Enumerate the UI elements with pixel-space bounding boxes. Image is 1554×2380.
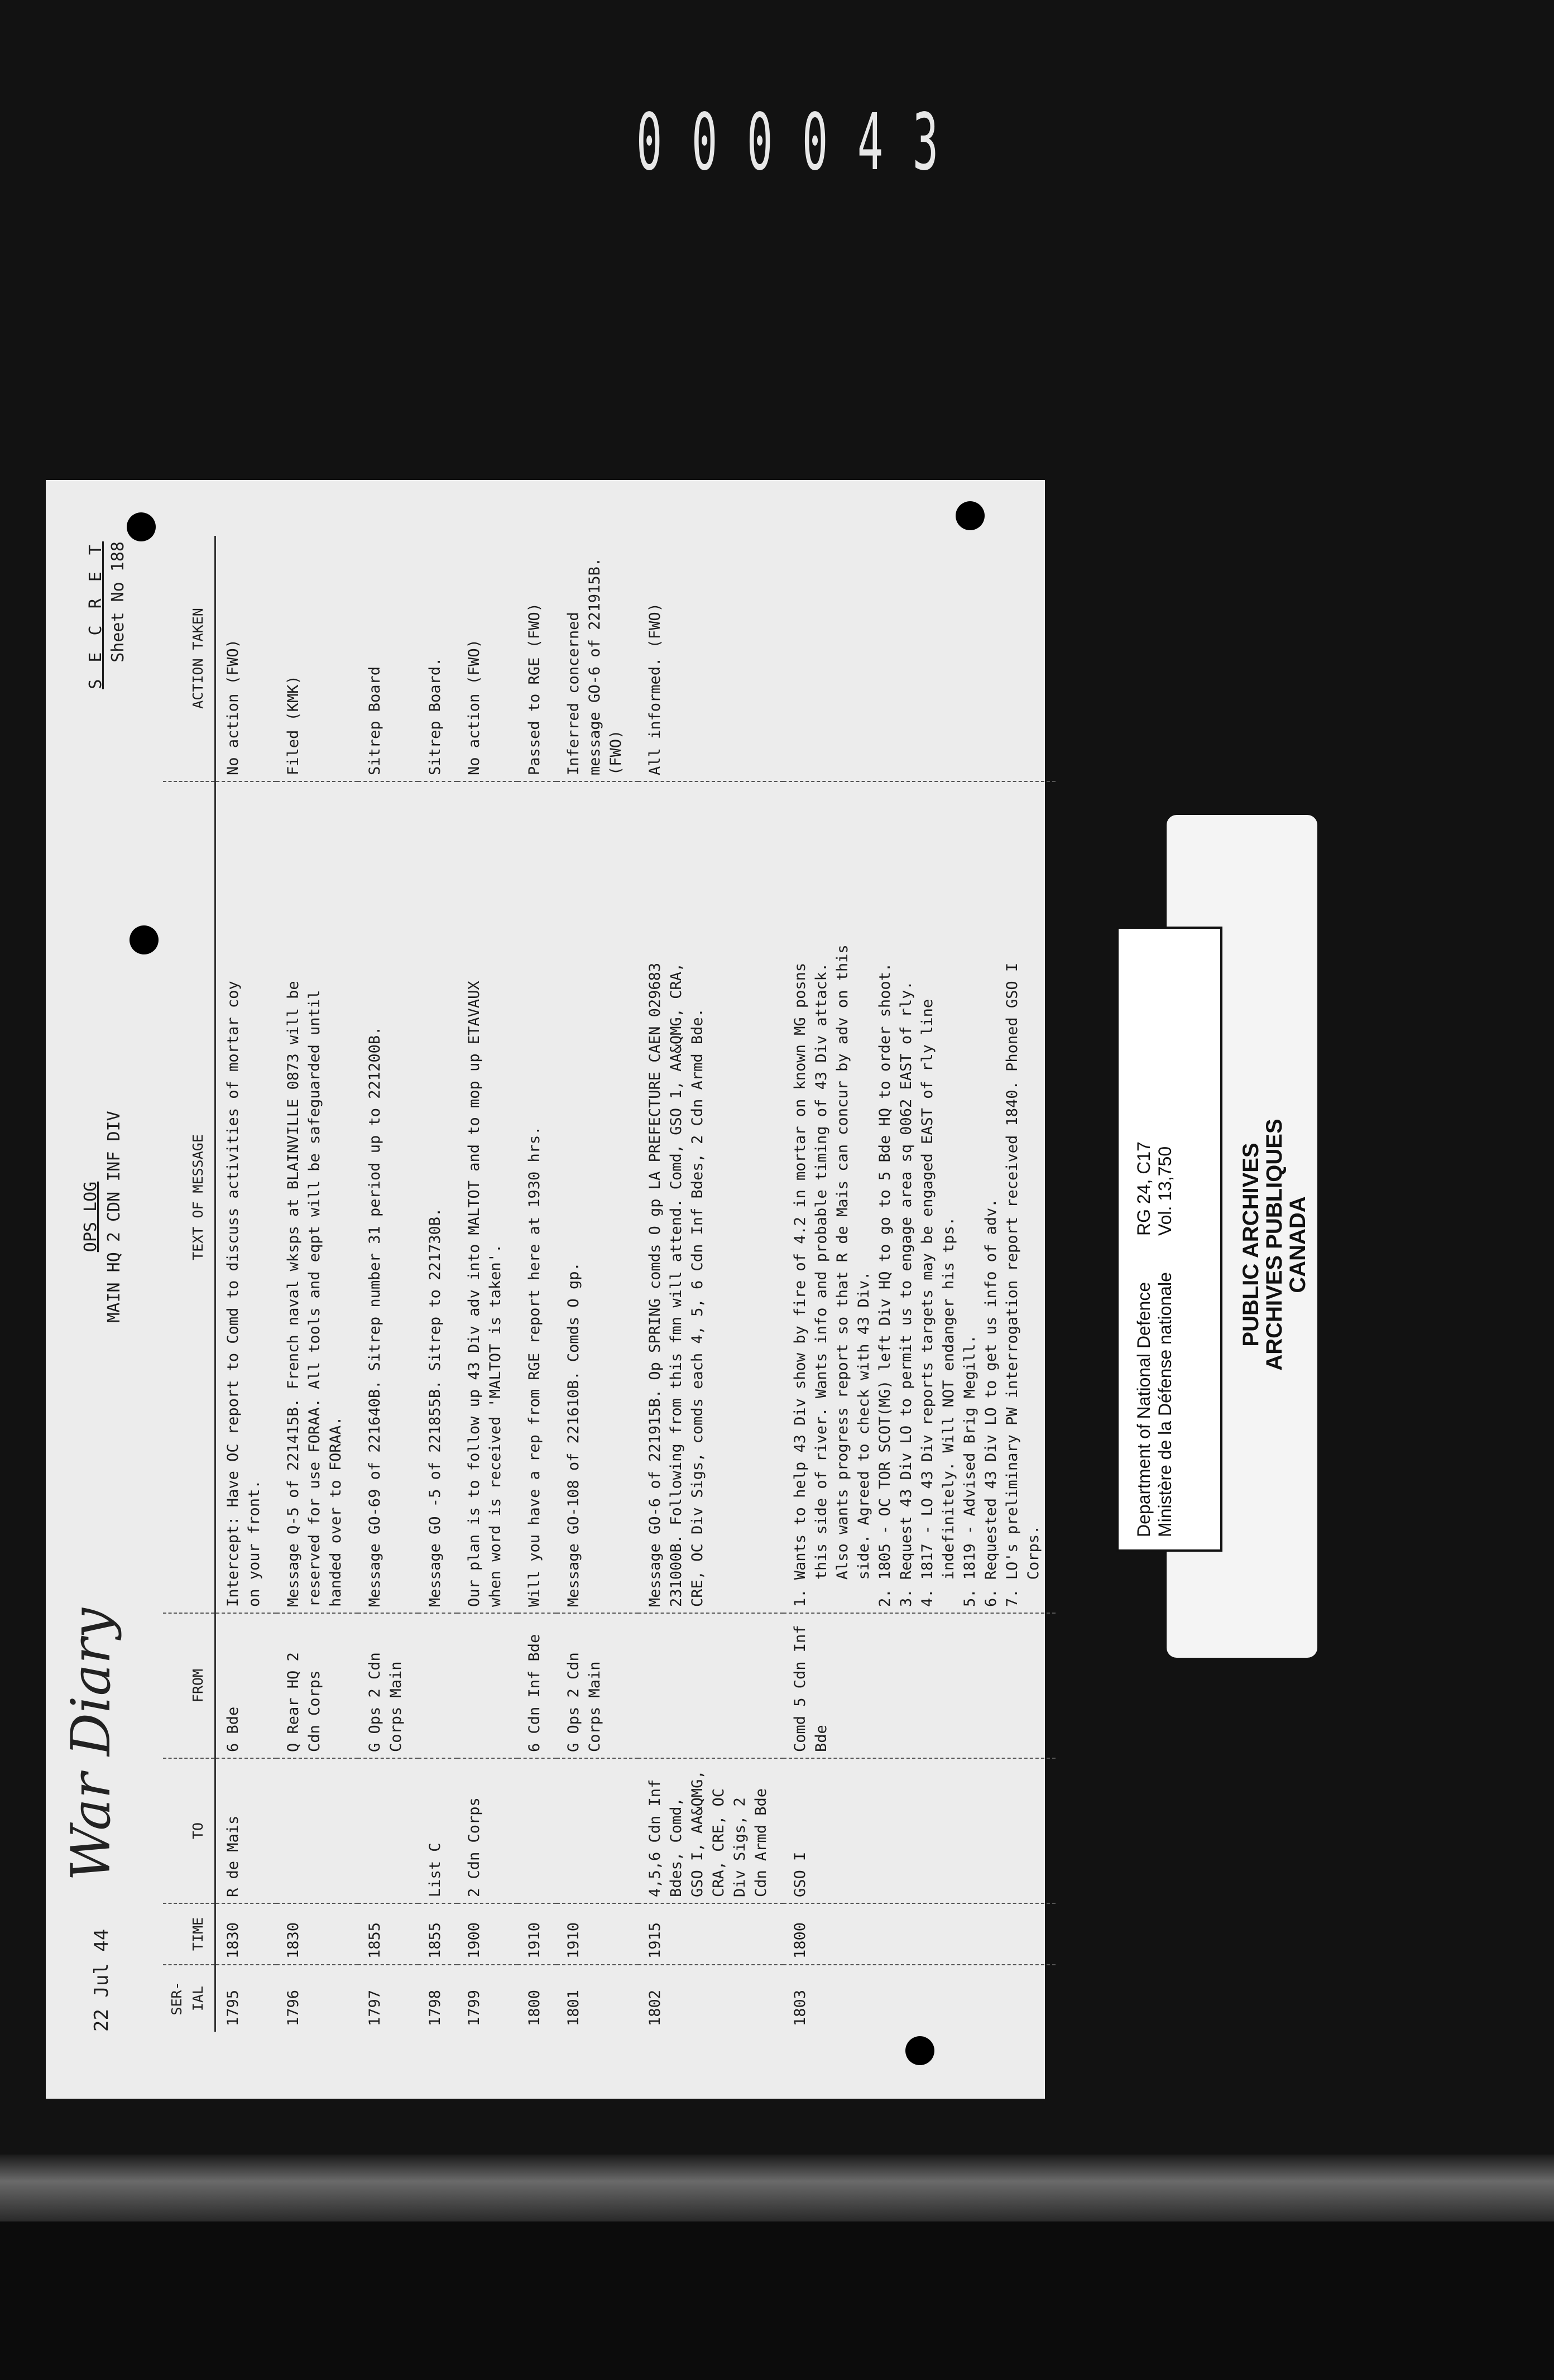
col-from: FROM (163, 1613, 215, 1758)
message-line: Message GO-108 of 221610B. Comds O gp. (565, 1262, 582, 1607)
log-row (358, 536, 418, 2032)
message-line: when word is received 'MALTOT is taken'. (487, 1244, 504, 1607)
cell-message (358, 781, 418, 1613)
log-row (638, 536, 783, 2032)
log-row (457, 536, 517, 2032)
message-line: side. Agreed to check with 43 Div. (855, 1271, 872, 1607)
punch-hole (130, 925, 159, 954)
cell-serial: 1802 (638, 1965, 783, 2032)
cell-to (517, 1758, 557, 1903)
message-line: Will you have a rep from RGE report here at 1930 hrs. (526, 1126, 543, 1607)
cell-serial: 1798 (418, 1965, 457, 2032)
log-row (276, 536, 358, 2032)
frame-digit: 0 (746, 97, 775, 188)
cell-time: 1900 (457, 1903, 517, 1965)
cell-from (457, 1613, 517, 1758)
secret-marking: S E C R E T (86, 541, 105, 689)
ops-log-card (46, 480, 1045, 2099)
message-line: Corps. (1025, 1525, 1042, 1607)
cell-action: Filed (KMK) (285, 675, 302, 775)
message-line: Also wants progress report so that R de Mais can concur by adv on this (834, 944, 851, 1607)
cell-action: No action (FWO) (224, 639, 242, 775)
archive-label (1116, 927, 1222, 1552)
col-text: TEXT OF MESSAGE (163, 781, 215, 1613)
frame-digit: 4 (857, 97, 885, 188)
film-edge (0, 2155, 1554, 2221)
cell-serial: 1800 (517, 1965, 557, 2032)
message-line: reserved for use FORAA. All tools and eqpt will be safeguarded until (306, 990, 323, 1607)
cell-from (638, 1613, 783, 1758)
log-row (783, 536, 1056, 2032)
cell-to: 2 Cdn Corps (457, 1758, 517, 1903)
cell-from: 6 Bde (215, 1613, 277, 1758)
log-title-line1: OPS LOG (81, 1181, 100, 1253)
cell-to: 4,5,6 Cdn Inf Bdes, Comd, GSO I, AA&QMG, CRA, CRE, OC Div Sigs, 2 Cdn Armd Bde (638, 1758, 783, 1903)
volume: Vol. 13,750 (1155, 1146, 1175, 1236)
classification (85, 541, 130, 689)
log-row (517, 536, 557, 2032)
message-line: Message GO -5 of 221855B. Sitrep to 221730B. (426, 1207, 444, 1607)
cell-serial: 1797 (358, 1965, 418, 2032)
cell-serial: 1796 (276, 1965, 358, 2032)
cell-time: 1915 (638, 1903, 783, 1965)
frame-digit: 3 (912, 97, 941, 188)
cell-action (783, 536, 1056, 781)
message-line: this side of river. Wants info and probable timing of 43 Div attack. (813, 962, 830, 1607)
message-line: Message GO-69 of 221640B. Sitrep number 31 period up to 221200B. (366, 1026, 383, 1607)
cell-time: 1855 (358, 1903, 418, 1965)
record-group: RG 24, C17 (1134, 1141, 1154, 1236)
col-serial: SER-IAL (163, 1965, 215, 2032)
message-line: Message Q-5 of 221415B. French naval wksps at BLAINVILLE 0873 will be (285, 981, 302, 1607)
cell-to: R de Mais (215, 1758, 277, 1903)
cell-message (457, 781, 517, 1613)
cell-message (418, 781, 457, 1613)
cell-serial: 1799 (457, 1965, 517, 2032)
log-header-row (163, 536, 215, 2032)
message-line: 3. Request 43 Div LO to permit us to engage area sq 0062 EAST of rly. (898, 981, 915, 1607)
log-table (163, 536, 1056, 2032)
sheet-number: Sheet No 188 (108, 541, 128, 663)
cell-from (418, 1613, 457, 1758)
message-line: 4. 1817 - LO 43 Div reports targets may be engaged EAST of rly line (919, 999, 936, 1607)
cell-time: 1800 (783, 1903, 1056, 1965)
ref-block (1133, 1141, 1176, 1236)
log-row (418, 536, 457, 2032)
archives-stamp (1239, 1066, 1323, 1423)
message-line: Our plan is to follow up 43 Div adv into MALTOT and to mop up ETAVAUX (466, 981, 483, 1607)
cell-message (215, 781, 277, 1613)
message-line: Message GO-6 of 221915B. Op SPRING comds O gp LA PREFECTURE CAEN 029683 (646, 962, 664, 1607)
archives-country: CANADA (1286, 1196, 1310, 1293)
message-line: 2. 1805 - OC TOR SCOT(MG) left Div HQ to go to 5 Bde HQ to order shoot. (876, 962, 894, 1607)
message-line: on your front. (246, 1480, 263, 1607)
log-row (557, 536, 638, 2032)
cell-time: 1910 (557, 1903, 638, 1965)
cell-to (276, 1758, 358, 1903)
log-row (215, 536, 277, 2032)
film-margin (0, 2221, 1554, 2380)
cell-from: G Ops 2 Cdn Corps Main (557, 1613, 638, 1758)
cell-to (358, 1758, 418, 1903)
cell-time: 1855 (418, 1903, 457, 1965)
cell-message (783, 781, 1056, 1613)
frame-digit: 0 (691, 97, 720, 188)
cell-message (517, 781, 557, 1613)
message-line: handed over to FORAA. (327, 1416, 344, 1607)
cell-time: 1830 (215, 1903, 277, 1965)
log-title (79, 966, 126, 1468)
cell-action: Sitrep Board (366, 666, 383, 775)
log-title-line2: MAIN HQ 2 CDN INF DIV (104, 1111, 124, 1323)
cell-action: All informed. (FWO) (646, 603, 664, 775)
message-line: 231000B. Following from this fmn will attend. Comd, GSO 1, AA&QMG, CRA, (668, 962, 685, 1607)
frame-digit: 0 (802, 97, 830, 188)
message-line: indefinitely. Will NOT endanger his tps. (940, 1217, 957, 1607)
cell-action: Inferred concerned message GO-6 of 221915B. (FWO) (565, 557, 625, 775)
punch-hole (956, 501, 985, 530)
cell-serial: 1801 (557, 1965, 638, 2032)
cell-serial: 1795 (215, 1965, 277, 2032)
cell-action: Passed to RGE (FWO) (526, 603, 543, 775)
cell-from: G Ops 2 Cdn Corps Main (358, 1613, 418, 1758)
handwritten-note: War Diary (60, 1608, 122, 1881)
cell-to: GSO I (783, 1758, 1056, 1903)
col-to: TO (163, 1758, 215, 1903)
message-line: 7. LO's preliminary PW interrogation report received 1840. Phoned GSO I (1004, 962, 1021, 1607)
col-time: TIME (163, 1903, 215, 1965)
cell-action: Sitrep Board. (426, 657, 444, 775)
log-date: 22 Jul 44 (90, 1928, 113, 2032)
frame-digit: 0 (636, 97, 664, 188)
cell-from: 6 Cdn Inf Bde (517, 1613, 557, 1758)
cell-from: Comd 5 Cdn Inf Bde (783, 1613, 1056, 1758)
cell-to (557, 1758, 638, 1903)
message-line: 5. 1819 - Advised Brig Megill. (961, 1335, 979, 1607)
frame-number (636, 97, 941, 188)
cell-message (276, 781, 358, 1613)
cell-time: 1830 (276, 1903, 358, 1965)
message-line: Intercept: Have OC report to Comd to discuss activities of mortar coy (224, 981, 242, 1607)
archives-fr: ARCHIVES PUBLIQUES (1262, 1119, 1287, 1371)
cell-serial: 1803 (783, 1965, 1056, 2032)
dept-en: Department of National Defence (1134, 1282, 1154, 1537)
cell-action: No action (FWO) (466, 639, 483, 775)
col-action: ACTION TAKEN (163, 536, 215, 781)
punch-hole (127, 512, 156, 541)
message-line: 6. Requested 43 Div LO to get us info of adv. (982, 1198, 1000, 1607)
message-line: 1. Wants to help 43 Div show by fire of 4.2 in mortar on known MG posns (792, 962, 809, 1607)
archives-en: PUBLIC ARCHIVES (1239, 1143, 1263, 1347)
cell-from: Q Rear HQ 2 Cdn Corps (276, 1613, 358, 1758)
cell-message (638, 781, 783, 1613)
message-line: CRE, OC Div Sigs, comds each 4, 5, 6 Cdn Inf Bdes, 2 Cdn Armd Bde. (689, 1008, 706, 1607)
dept-fr: Ministère de la Défense nationale (1155, 1272, 1175, 1537)
dept-block (1133, 1272, 1176, 1537)
punch-hole (905, 2036, 934, 2065)
cell-message (557, 781, 638, 1613)
cell-time: 1910 (517, 1903, 557, 1965)
cell-to: List C (418, 1758, 457, 1903)
